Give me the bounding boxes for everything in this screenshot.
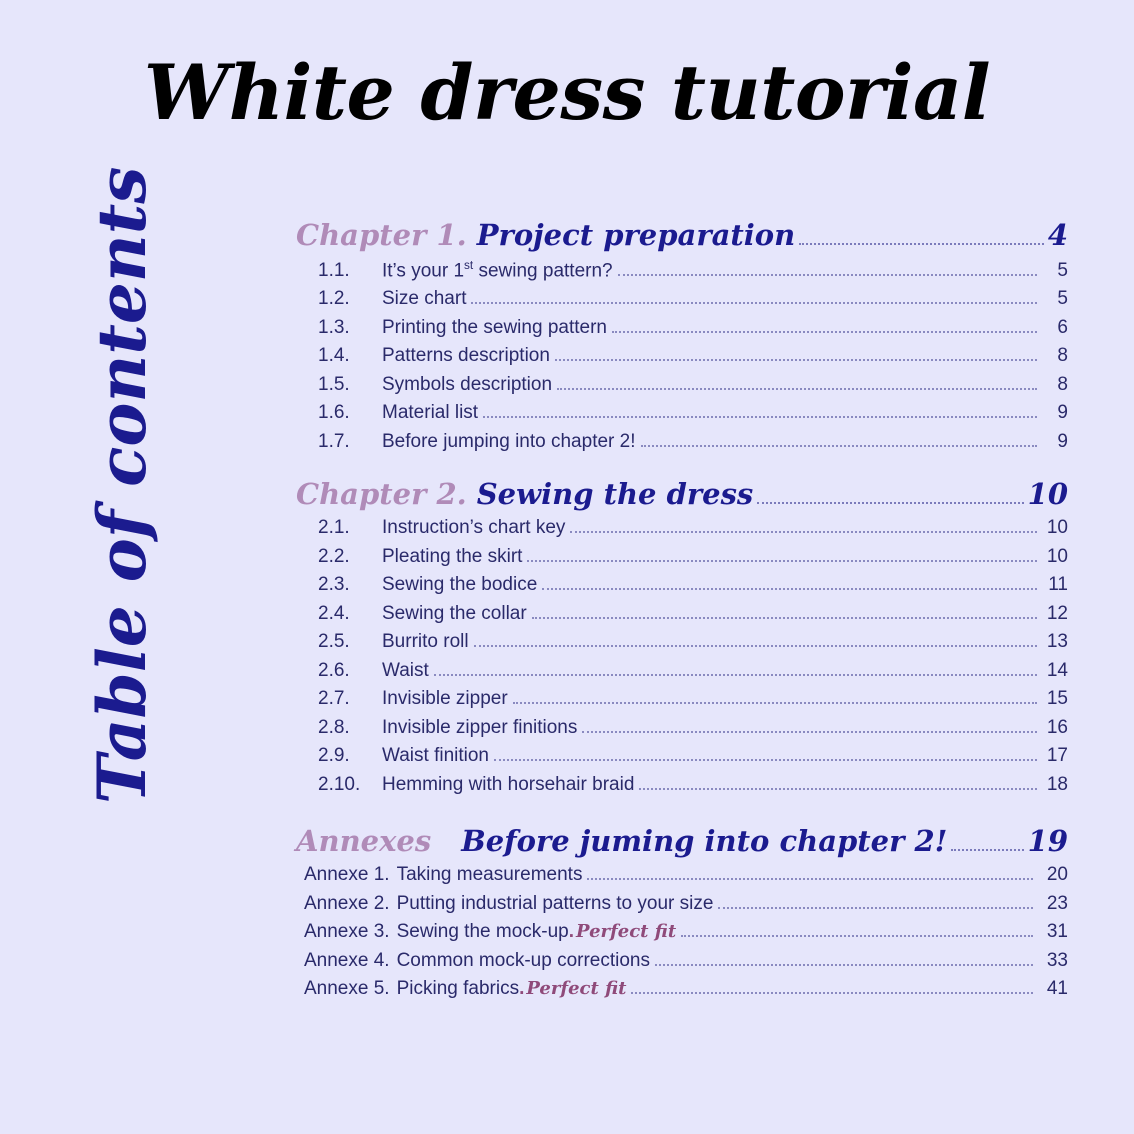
toc-annex-entry[interactable] xyxy=(296,864,1068,886)
entry-title: Sewing the bodice xyxy=(382,574,538,596)
toc-entry[interactable] xyxy=(296,774,1068,796)
entry-number: 2.10. xyxy=(318,773,361,795)
annexes-title: Before juming into chapter 2! xyxy=(461,823,948,858)
toc-entry[interactable] xyxy=(296,259,1068,282)
entry-title: Taking measurements xyxy=(396,864,583,886)
entry-title-post: sewing pattern? xyxy=(473,259,613,281)
entry-title: Common mock-up corrections xyxy=(396,949,650,971)
entry-number: 2.6. xyxy=(318,659,350,681)
dot-leader xyxy=(951,848,1023,851)
toc-entry[interactable] xyxy=(296,317,1068,339)
page-number: 33 xyxy=(1046,949,1068,971)
toc-entry[interactable] xyxy=(296,631,1068,653)
page-number: 12 xyxy=(1046,602,1068,624)
entry-number: 2.3. xyxy=(318,574,350,596)
dot-leader xyxy=(532,616,1037,619)
toc-entry[interactable] xyxy=(296,374,1068,396)
toc-chapter-heading[interactable] xyxy=(296,477,1068,511)
page-number: 10 xyxy=(1046,545,1068,567)
entry-title: Patterns description xyxy=(382,345,550,367)
toc-entry[interactable] xyxy=(296,660,1068,682)
dot-leader xyxy=(483,415,1037,418)
chapter-number: Chapter 2. xyxy=(296,476,467,511)
dot-leader xyxy=(631,991,1033,994)
entry-title: Hemming with horsehair braid xyxy=(382,773,635,795)
dot-leader xyxy=(718,906,1033,909)
toc-annex-entry[interactable] xyxy=(296,950,1068,972)
toc-entry[interactable] xyxy=(296,546,1068,568)
dot-leader xyxy=(799,242,1044,245)
entry-title: Putting industrial patterns to your size xyxy=(396,892,714,914)
annexes-label: Annexes xyxy=(296,823,432,858)
toc-entry[interactable] xyxy=(296,574,1068,596)
toc-annex-entry[interactable] xyxy=(296,893,1068,915)
page-number: 15 xyxy=(1046,688,1068,710)
page-number: 8 xyxy=(1057,345,1068,367)
page-number: 31 xyxy=(1046,921,1068,943)
entry-number: 1.2. xyxy=(318,288,350,310)
entry-number: 1.4. xyxy=(318,345,350,367)
page-number: 19 xyxy=(1027,823,1068,858)
toc-entry[interactable] xyxy=(296,402,1068,424)
entry-accent-note: Perfect fit xyxy=(526,978,627,1000)
entry-number: 1.1. xyxy=(318,259,350,281)
entry-title-pre: It’s your 1 xyxy=(382,259,465,281)
dot-leader xyxy=(681,934,1033,937)
page-number: 9 xyxy=(1057,430,1068,452)
dot-leader xyxy=(570,530,1037,533)
page-number: 10 xyxy=(1046,517,1068,539)
dot-leader xyxy=(557,387,1037,390)
vertical-section-label: Table of contents xyxy=(83,166,161,804)
entry-title: Invisible zipper xyxy=(382,688,508,710)
dot-leader xyxy=(513,701,1037,704)
dot-leader xyxy=(641,444,1038,447)
page-number: 14 xyxy=(1046,659,1068,681)
entry-title: Waist xyxy=(382,659,429,681)
entry-title: Instruction’s chart key xyxy=(382,517,566,539)
entry-number: 2.7. xyxy=(318,688,350,710)
entry-number: Annexe 2. xyxy=(304,892,390,914)
entry-number: 2.9. xyxy=(318,745,350,767)
entry-number: 1.7. xyxy=(318,430,350,452)
dot-leader xyxy=(612,330,1037,333)
dot-leader xyxy=(471,301,1037,304)
entry-title: Sewing the collar xyxy=(382,602,527,624)
toc-chapter-heading[interactable] xyxy=(296,218,1068,252)
entry-number: 1.5. xyxy=(318,373,350,395)
dot-leader xyxy=(555,358,1037,361)
toc-entry[interactable] xyxy=(296,688,1068,710)
toc-entry[interactable] xyxy=(296,745,1068,767)
page-number: 6 xyxy=(1057,316,1068,338)
page-number: 41 xyxy=(1046,978,1068,1000)
toc-entry[interactable] xyxy=(296,288,1068,310)
page-number: 5 xyxy=(1057,259,1068,281)
page-number: 5 xyxy=(1057,288,1068,310)
toc-entry[interactable] xyxy=(296,717,1068,739)
entry-title: Pleating the skirt xyxy=(382,545,523,567)
entry-number: 2.2. xyxy=(318,545,350,567)
entry-title xyxy=(382,259,613,282)
page-number: 20 xyxy=(1046,864,1068,886)
dot-leader xyxy=(655,963,1033,966)
toc-annexes-heading[interactable] xyxy=(296,824,1068,858)
page-number: 8 xyxy=(1057,373,1068,395)
entry-title-superscript: st xyxy=(464,258,474,272)
page-title: White dress tutorial xyxy=(143,48,991,137)
dot-leader xyxy=(757,501,1023,504)
entry-number: Annexe 3. xyxy=(304,921,390,943)
chapter-number: Chapter 1. xyxy=(296,218,467,252)
dot-leader xyxy=(639,787,1037,790)
page-number: 18 xyxy=(1046,773,1068,795)
entry-number: 1.6. xyxy=(318,402,350,424)
entry-title: Material list xyxy=(382,402,479,424)
page-number: 4 xyxy=(1047,218,1068,252)
dot-leader xyxy=(618,273,1037,276)
entry-title: Waist finition xyxy=(382,745,489,767)
dot-leader xyxy=(527,559,1037,562)
entry-title: Printing the sewing pattern xyxy=(382,316,607,338)
toc-entry[interactable] xyxy=(296,345,1068,367)
toc-entry[interactable] xyxy=(296,603,1068,625)
entry-number: Annexe 1. xyxy=(304,864,390,886)
entry-title: Sewing the mock-up xyxy=(396,921,569,943)
entry-separator: . xyxy=(519,978,525,1000)
page-number: 9 xyxy=(1057,402,1068,424)
dot-leader xyxy=(587,877,1033,880)
dot-leader xyxy=(494,758,1037,761)
entry-title: Invisible zipper finitions xyxy=(382,716,578,738)
dot-leader xyxy=(582,730,1037,733)
page-number: 11 xyxy=(1048,574,1068,596)
entry-number: Annexe 5. xyxy=(304,978,390,1000)
toc-entry[interactable] xyxy=(296,517,1068,539)
entry-title: Before jumping into chapter 2! xyxy=(382,430,636,452)
entry-number: 2.4. xyxy=(318,602,350,624)
entry-number: 1.3. xyxy=(318,316,350,338)
section-spacer xyxy=(296,453,1068,471)
page-number: 16 xyxy=(1046,716,1068,738)
entry-number: Annexe 4. xyxy=(304,949,390,971)
dot-leader xyxy=(474,644,1037,647)
page-number: 17 xyxy=(1046,745,1068,767)
toc-annex-entry[interactable] xyxy=(296,921,1068,943)
page-number: 23 xyxy=(1046,892,1068,914)
entry-separator: . xyxy=(568,921,575,943)
chapter-title: Project preparation xyxy=(476,218,796,252)
toc-entry[interactable] xyxy=(296,431,1068,453)
entry-title: Size chart xyxy=(382,288,467,310)
entry-number: 2.8. xyxy=(318,716,350,738)
entry-number: 2.5. xyxy=(318,631,350,653)
entry-title: Picking fabrics xyxy=(396,978,520,1000)
page-number: 10 xyxy=(1027,476,1068,511)
dot-leader xyxy=(542,587,1037,590)
dot-leader xyxy=(434,673,1037,676)
table-of-contents xyxy=(296,212,1068,1000)
chapter-title: Sewing the dress xyxy=(476,476,754,511)
entry-title: Burrito roll xyxy=(382,631,469,653)
entry-accent-note: Perfect fit xyxy=(576,921,677,943)
page-number: 13 xyxy=(1046,631,1068,653)
entry-title: Symbols description xyxy=(382,373,553,395)
entry-number: 2.1. xyxy=(318,517,350,539)
toc-annex-entry[interactable] xyxy=(296,978,1068,1000)
